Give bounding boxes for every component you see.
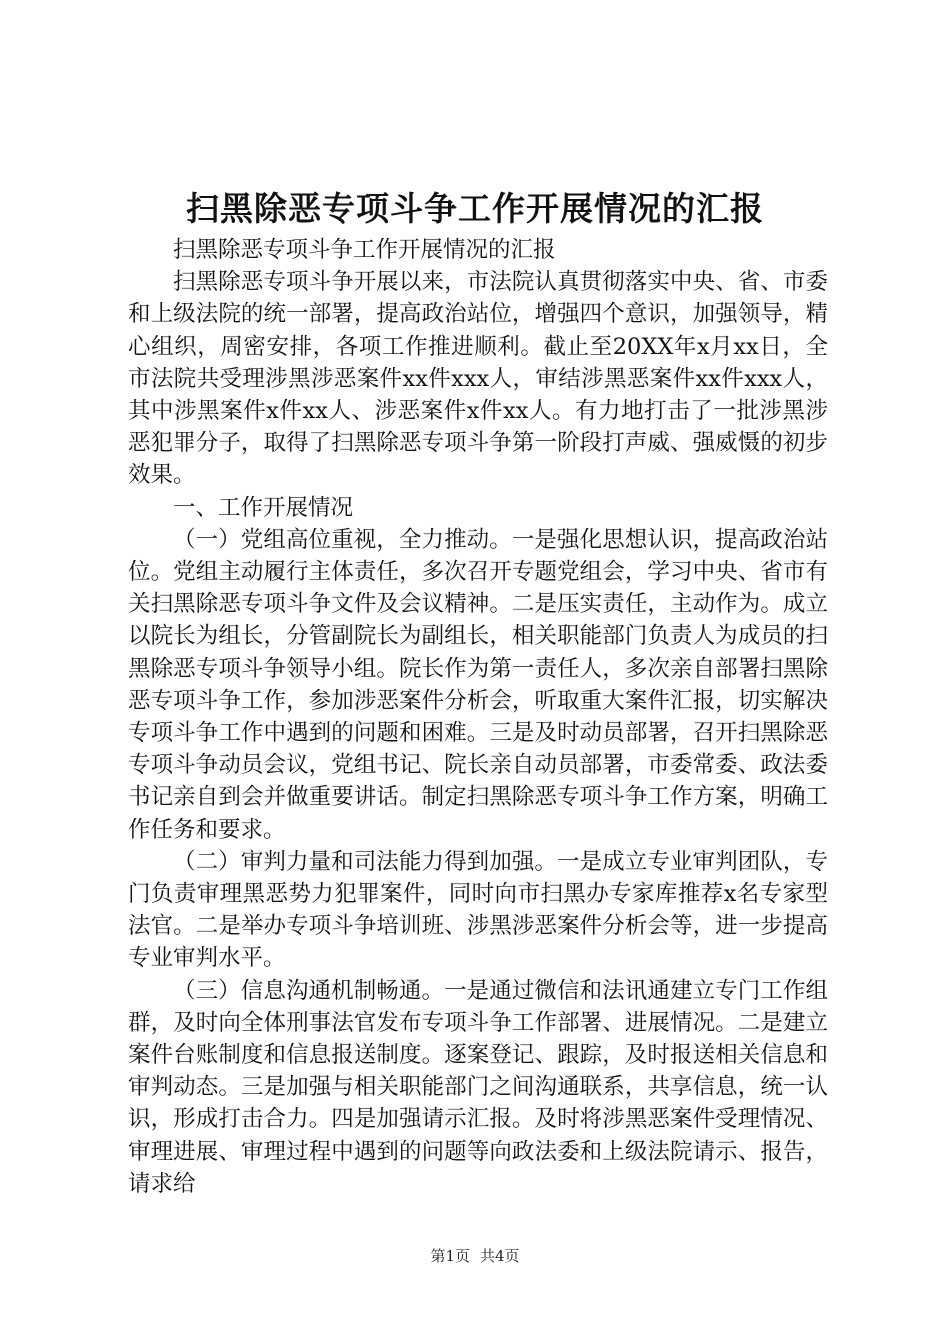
paragraph-item-1: （一）党组高位重视，全力推动。一是强化思想认识，提高政治站位。党组主动履行主体责任，多次召开专题党组会，学习中央、省市有关扫黑除恶专项斗争文件及会议精神。二是压实责任，主动作为。成立以院长为组长，分管副院长为副组长，相关职能部门负责人为成员的扫黑除恶专项斗争领导小组。院长作为第一责任人，多次亲自部署扫黑除恶专项斗争工作，参加涉恶案件分析会，听取重大案件汇报，切实解决专项斗争工作中遇到的问题和困难。三是及时动员部署，召开扫黑除恶专项斗争动员会议，党组书记、院长亲自动员部署，市委常委、政法委书记亲自到会并做重要讲话。制定扫黑除恶专项斗争工作方案，明确工作任务和要求。	[128, 526, 828, 843]
document-body	[128, 234, 828, 1200]
page-total: 共4页	[480, 1247, 520, 1265]
paragraph-item-2: （二）审判力量和司法能力得到加强。一是成立专业审判团队，专门负责审理黑恶势力犯罪案件，同时向市扫黑办专家库推荐x名专家型法官。二是举办专项斗争培训班、涉黑涉恶案件分析会等，进一步提高专业审判水平。	[128, 848, 828, 972]
page-footer	[0, 1246, 950, 1266]
section-heading: 一、工作开展情况	[173, 494, 354, 521]
paragraph-subtitle: 扫黑除恶专项斗争工作开展情况的汇报	[173, 237, 556, 263]
paragraph-item-3: （三）信息沟通机制畅通。一是通过微信和法讯通建立专门工作组群，及时向全体刑事法官发布专项斗争工作部署、进展情况。二是建立案件台账制度和信息报送制度。逐案登记、跟踪，及时报送相关信息和审判动态。三是加强与相关职能部门之间沟通联系，共享信息，统一认识，形成打击合力。四是加强请示汇报。及时将涉黑恶案件受理情况、审理进展、审理过程中遇到的问题等向政法委和上级法院请示、报告，请求给	[128, 977, 828, 1197]
page-number: 第1页	[430, 1247, 470, 1265]
paragraph-intro: 扫黑除恶专项斗争开展以来，市法院认真贯彻落实中央、省、市委和上级法院的统一部署，提高政治站位，增强四个意识，加强领导，精心组织，周密安排，各项工作推进顺利。截止至20XX年x月xx日，全市法院共受理涉黑涉恶案件xx件xxx人，审结涉黑恶案件xx件xxx人，其中涉黑案件x件xx人、涉恶案件x件xx人。有力地打击了一批涉黑涉恶犯罪分子，取得了扫黑除恶专项斗争第一阶段打声威、强威慑的初步效果。	[128, 269, 828, 489]
document-title: 扫黑除恶专项斗争工作开展情况的汇报	[186, 189, 764, 228]
